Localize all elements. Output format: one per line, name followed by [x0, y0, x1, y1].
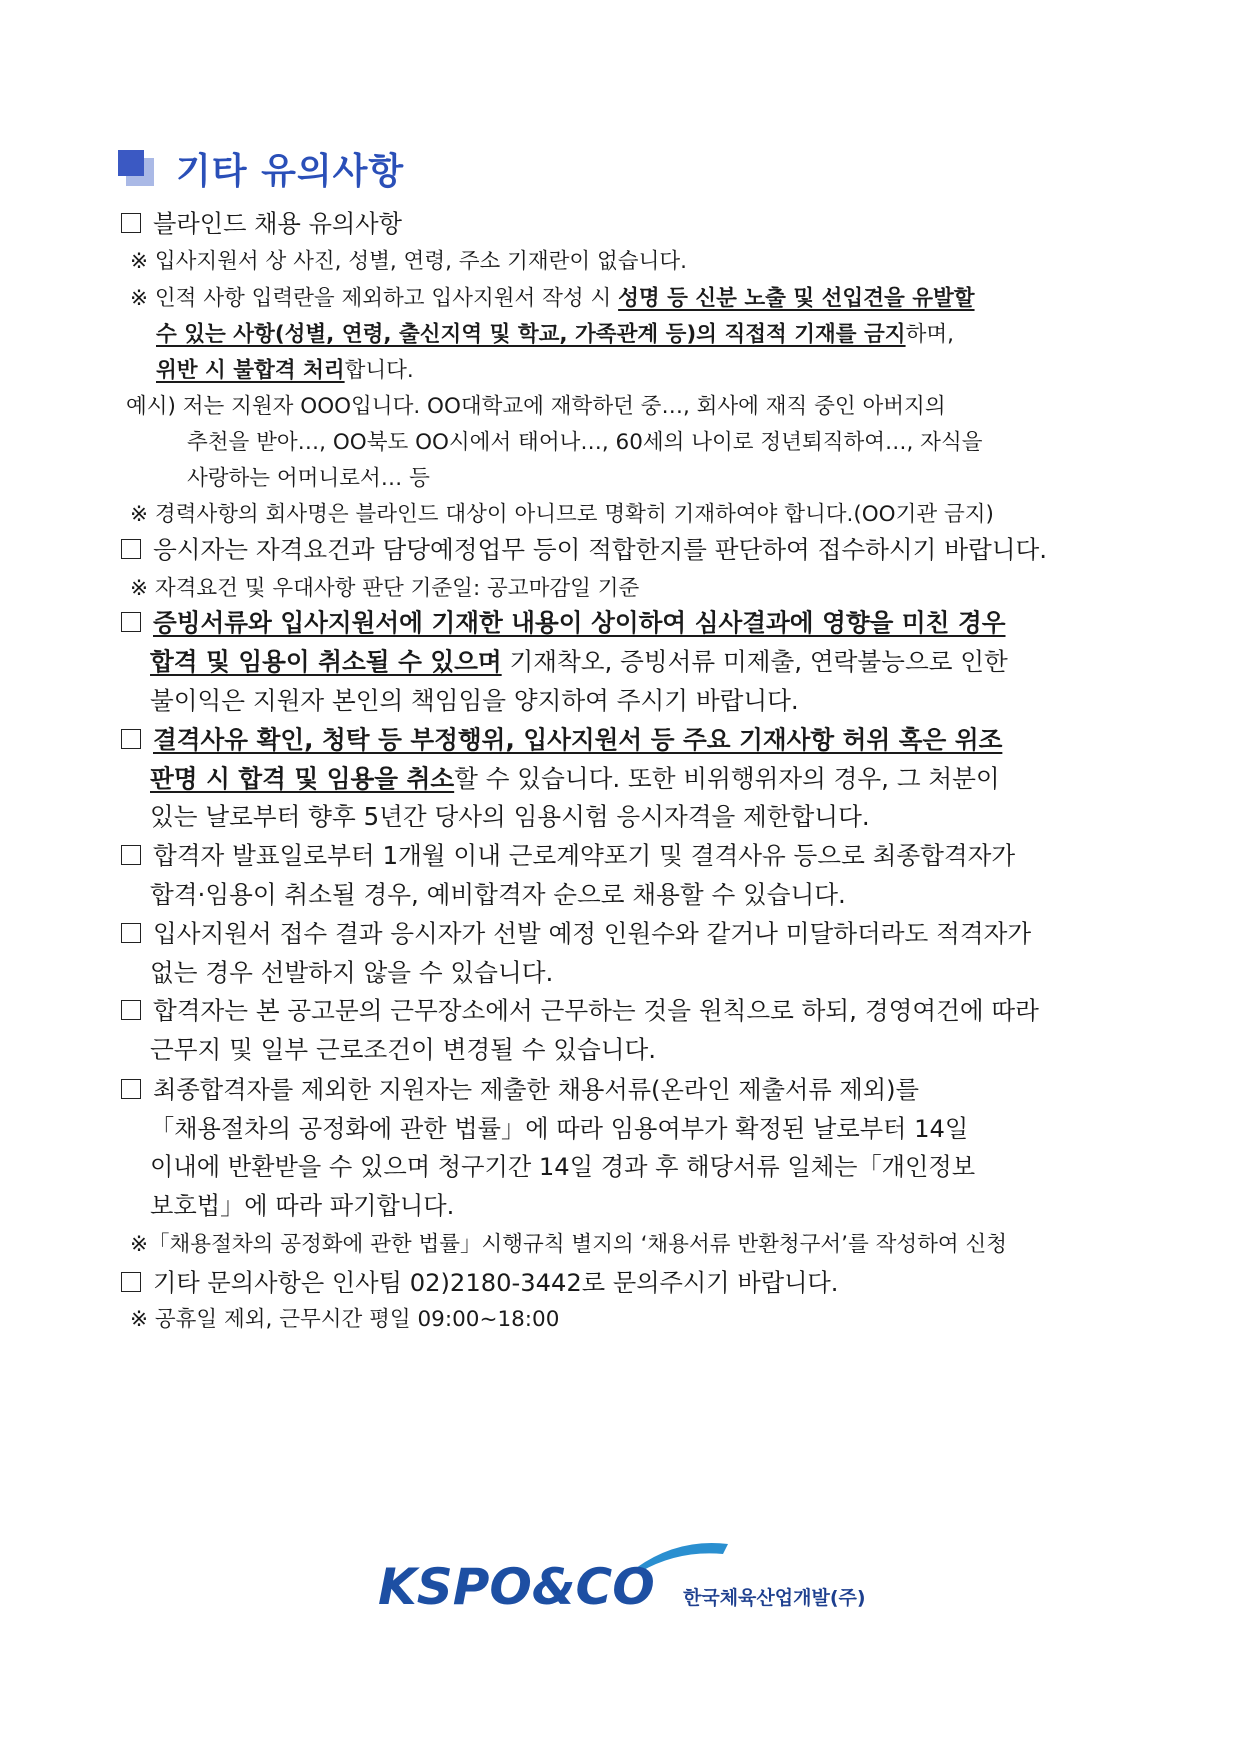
- note-reference-date: ※ 자격요건 및 우대사항 판단 기준일: 공고마감일 기준: [130, 576, 640, 601]
- logo-korean-name: 한국체육산업개발(주): [683, 1587, 866, 1609]
- paragraph-selection-2: 없는 경우 선발하지 않을 수 있습니다.: [150, 958, 554, 987]
- paragraph-return-docs: 최종합격자를 제외한 지원자는 제출한 채용서류(온라인 제출서류 제외)를: [121, 1070, 919, 1105]
- note-office-hours: ※ 공휴일 제외, 근무시간 평일 09:00~18:00: [130, 1307, 560, 1332]
- heading-title: 기타 유의사항: [176, 150, 405, 192]
- checkbox-icon: [121, 923, 141, 943]
- paragraph-return-docs-2: 「채용절차의 공정화에 관한 법률」에 따라 임용여부가 확정된 날로부터 14일: [150, 1115, 969, 1143]
- note-personal-info: ※ 인적 사항 입력란을 제외하고 입사지원서 작성 시 성명 등 신분 노출 및 선입견을 유발할: [130, 286, 975, 311]
- paragraph-return-docs-3: 이내에 반환받을 수 있으며 청구기간 14일 경과 후 해당서류 일체는「개인정보: [150, 1153, 976, 1181]
- paragraph-documents: 증빙서류와 입사지원서에 기재한 내용이 상이하여 심사결과에 영향을 미친 경우: [121, 604, 1006, 639]
- blind-hiring-title: 블라인드 채용 유의사항: [121, 204, 402, 239]
- checkbox-icon: [121, 539, 141, 559]
- checkbox-icon: [121, 213, 141, 233]
- paragraph-return-docs-4: 보호법」에 따라 파기합니다.: [150, 1192, 455, 1220]
- logo-wordmark: KSPO&CO: [378, 1558, 655, 1616]
- paragraph-workplace-2: 근무지 및 일부 근로조건이 변경될 수 있습니다.: [150, 1035, 657, 1064]
- note-return-form: ※「채용절차의 공정화에 관한 법률」시행규칙 별지의 ‘채용서류 반환청구서’를 작성하여 신청: [130, 1232, 1008, 1257]
- paragraph-reserve: 합격자 발표일로부터 1개월 이내 근로계약포기 및 결격사유 등으로 최종합격자가: [121, 837, 1015, 872]
- paragraph-disqualification-3: 있는 날로부터 향후 5년간 당사의 임용시험 응시자격을 제한합니다.: [150, 802, 870, 831]
- paragraph-documents-3: 불이익은 지원자 본인의 책임임을 양지하여 주시기 바랍니다.: [150, 686, 799, 715]
- note-company-name: ※ 경력사항의 회사명은 블라인드 대상이 아니므로 명확히 기재하여야 합니다.(OO기관 금지): [130, 502, 994, 527]
- note-personal-info-end: 위반 시 불합격 처리합니다.: [156, 358, 414, 383]
- checkbox-icon: [121, 1000, 141, 1020]
- paragraph-disqualification: 결격사유 확인, 청탁 등 부정행위, 입사지원서 등 주요 기재사항 허위 혹은 위조: [121, 721, 1002, 756]
- example-line-2: 추천을 받아…, OO북도 OO시에서 태어나…, 60세의 나이로 정년퇴직하여…, 자식을: [187, 430, 983, 455]
- example-line-3: 사랑하는 어머니로서… 등: [187, 466, 430, 491]
- checkbox-icon: [121, 1079, 141, 1099]
- checkbox-icon: [121, 845, 141, 865]
- example-line-1: 예시) 저는 지원자 OOO입니다. OO대학교에 재학하던 중…, 회사에 재직 중인 아버지의: [126, 394, 946, 419]
- checkbox-icon: [121, 612, 141, 632]
- paragraph-reserve-2: 합격·임용이 취소될 경우, 예비합격자 순으로 채용할 수 있습니다.: [150, 880, 846, 909]
- paragraph-documents-2: 합격 및 임용이 취소될 수 있으며 기재착오, 증빙서류 미제출, 연락불능으로 인한: [150, 647, 1008, 676]
- paragraph-disqualification-2: 판명 시 합격 및 임용을 취소할 수 있습니다. 또한 비위행위자의 경우, 그 처분이: [150, 764, 1000, 793]
- paragraph-selection: 입사지원서 접수 결과 응시자가 선발 예정 인원수와 같거나 미달하더라도 적격자가: [121, 915, 1031, 950]
- checkbox-icon: [121, 729, 141, 749]
- paragraph-contact: 기타 문의사항은 인사팀 02)2180-3442로 문의주시기 바랍니다.: [121, 1263, 839, 1298]
- heading-square-icon: [118, 150, 154, 186]
- section-heading: [118, 142, 404, 194]
- note-personal-info-cont: 수 있는 사항(성별, 연령, 출신지역 및 학교, 가족관계 등)의 직접적 기재를 금지하며,: [156, 322, 954, 347]
- paragraph-workplace: 합격자는 본 공고문의 근무장소에서 근무하는 것을 원칙으로 하되, 경영여건에 따라: [121, 992, 1039, 1027]
- note-no-photo: ※ 입사지원서 상 사진, 성별, 연령, 주소 기재란이 없습니다.: [130, 249, 687, 274]
- checkbox-icon: [121, 1272, 141, 1292]
- paragraph-qualification: 응시자는 자격요건과 담당예정업무 등이 적합한지를 판단하여 접수하시기 바랍니다.: [121, 531, 1047, 566]
